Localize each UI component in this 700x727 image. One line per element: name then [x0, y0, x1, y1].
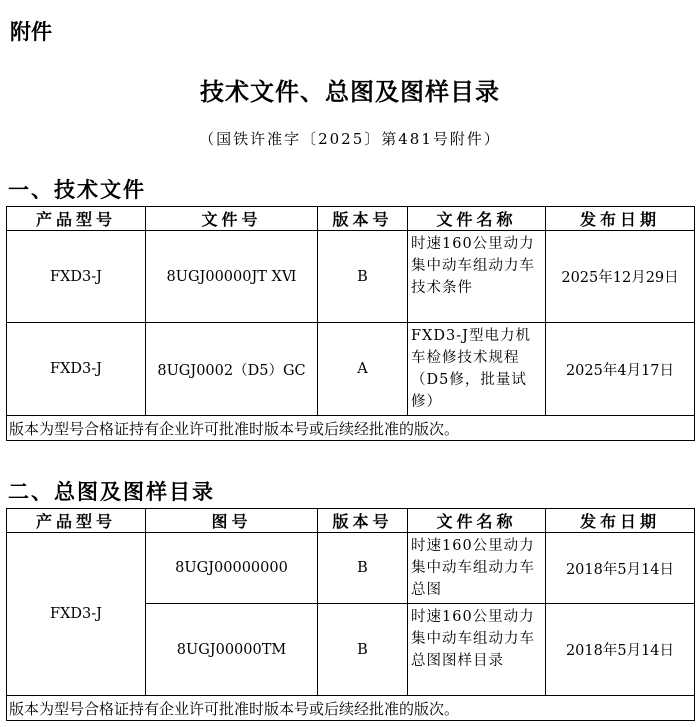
- column-header: 图号: [146, 509, 318, 533]
- release-date-cell: 2018年5月14日: [546, 533, 695, 604]
- column-header: 产品型号: [7, 207, 146, 231]
- drawings-catalog-table: [6, 508, 695, 721]
- doc-name-cell: FXD3-J型电力机车检修技术规程（D5修，批量试修）: [408, 323, 546, 416]
- column-header: 版本号: [318, 509, 408, 533]
- document-subtitle: （国铁许准字〔2025〕第481号附件）: [199, 130, 501, 148]
- doc-number-cell: 8UGJ00000JT ⅩⅥ: [146, 231, 318, 323]
- table-note: 版本为型号合格证持有企业许可批准时版本号或后续经批准的版次。: [7, 416, 695, 441]
- table-row: [7, 323, 695, 416]
- release-date-cell: 2025年12月29日: [546, 231, 695, 323]
- doc-name-cell: 时速160公里动力集中动车组动力车技术条件: [408, 231, 546, 323]
- drawing-number-cell: 8UGJ00000TM: [146, 604, 318, 696]
- version-cell: B: [318, 231, 408, 323]
- product-model-cell: FXD3-J: [7, 533, 146, 696]
- release-date-cell: 2018年5月14日: [546, 604, 695, 696]
- table-note-row: [7, 696, 695, 721]
- release-date-cell: 2025年4月17日: [546, 323, 695, 416]
- product-model-cell: FXD3-J: [7, 323, 146, 416]
- column-header: 文件号: [146, 207, 318, 231]
- table-note-row: [7, 416, 695, 441]
- drawing-number-cell: 8UGJ00000000: [146, 533, 318, 604]
- column-header: 文件名称: [408, 207, 546, 231]
- technical-documents-table: [6, 206, 695, 441]
- column-header: 发布日期: [546, 509, 695, 533]
- version-cell: B: [318, 533, 408, 604]
- table-row: [7, 231, 695, 323]
- section1-heading: 一、技术文件: [8, 178, 146, 202]
- appendix-label: 附件: [10, 20, 52, 44]
- column-header: 版本号: [318, 207, 408, 231]
- doc-number-cell: 8UGJ0002（D5）GC: [146, 323, 318, 416]
- section2-heading: 二、总图及图样目录: [8, 480, 215, 504]
- column-header: 文件名称: [408, 509, 546, 533]
- table-note: 版本为型号合格证持有企业许可批准时版本号或后续经批准的版次。: [7, 696, 695, 721]
- document-title: 技术文件、总图及图样目录: [200, 78, 500, 106]
- product-model-cell: FXD3-J: [7, 231, 146, 323]
- doc-name-cell: 时速160公里动力集中动车组动力车总图图样目录: [408, 604, 546, 696]
- table-row: [7, 533, 695, 604]
- version-cell: A: [318, 323, 408, 416]
- version-cell: B: [318, 604, 408, 696]
- table-header-row: [7, 509, 695, 533]
- column-header: 发布日期: [546, 207, 695, 231]
- column-header: 产品型号: [7, 509, 146, 533]
- doc-name-cell: 时速160公里动力集中动车组动力车总图: [408, 533, 546, 604]
- table-header-row: [7, 207, 695, 231]
